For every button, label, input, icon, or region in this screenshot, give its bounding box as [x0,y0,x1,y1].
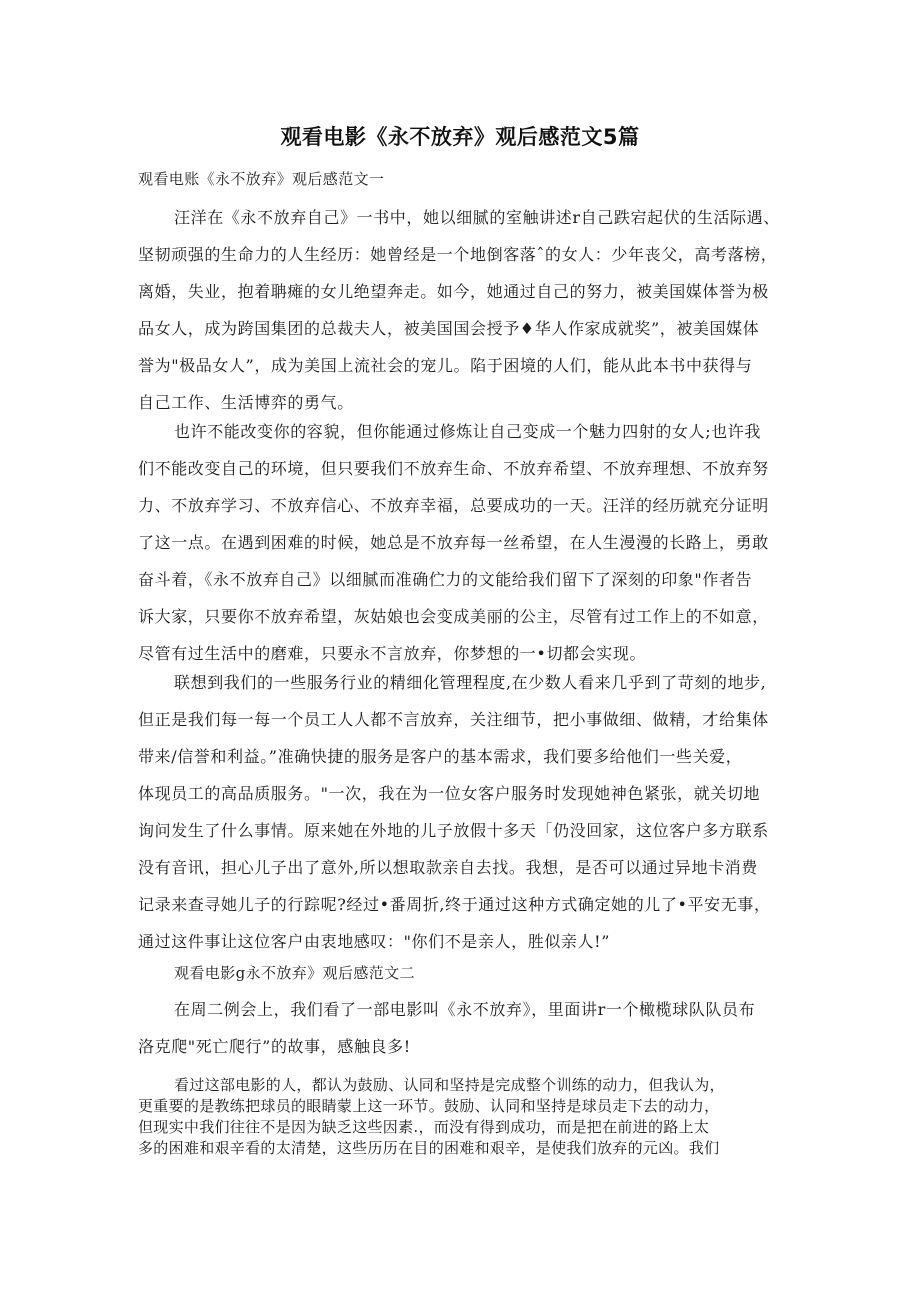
section-heading-1: 观看电账《永不放弃》观后感范文一 [138,170,385,188]
paragraph-line: 通过这件事让这位客户由衷地感叹："你们不是亲人，胜似亲人!” [138,932,610,951]
paragraph-5 [138,1075,788,1159]
paragraph-line: 们不能改变自己的环境，但只要我们不放弃生命、不放弃希望、不放弃理想、不放弃努 [138,459,769,478]
paragraph-line: 没有音讯，担心儿子出了意外,所以想取款亲自去找。我想，是否可以通过异地卡消费 [138,858,758,877]
paragraph-line: 力、不放弃学习、不放弃信心、不放弃幸福，总要成功的一天。汪洋的经历就充分证明 [138,496,769,515]
paragraph-line: 带来/信誉和利益。”准确快捷的服务是客户的基本需求，我们要多给他们一些关爱， [138,747,743,766]
paragraph-line: 看过这部电影的人，都认为鼓励、认同和坚持是完成整个训练的动力，但我认为， [174,1076,725,1094]
paragraph-line: 品女人，成为跨国集团的总裁夫人，被美国国会授予♦华人作家成就奖”，被美国媒体 [138,319,760,338]
paragraph-line: 也许不能改变你的容貌，但你能通过修炼让自己变成一个魅力四射的女人;也许我 [174,422,761,441]
paragraph-line: 多的困难和艰辛看的太清楚，这些历历在目的困难和艰辛，是使我们放弃的元凶。我们 [138,1139,720,1157]
paragraph-line: 了这一点。在遇到困难的时候，她总是不放弃每一丝希望，在人生漫漫的长路上，勇敢 [138,533,769,552]
paragraph-line: 询问发生了什么事情。原来她在外地的儿子放假十多天「仍没回家，这位客户多方联系 [138,821,769,840]
paragraph-2 [138,413,788,672]
paragraph-line: 自己工作、生活博弈的勇气。 [138,393,354,412]
paragraph-line: 坚韧顽强的生命力的人生经历：她曾经是一个地倒客落ˆ的女人：少年丧父，高考落榜， [138,245,778,264]
paragraph-line: 洛克爬"死亡爬行”的故事，感触良多! [138,1037,411,1056]
paragraph-line: 但现实中我们往往不是因为缺乏这些因素.，而没有得到成功，而是把在前进的路上太 [138,1118,710,1136]
paragraph-line: 联想到我们的一些服务行业的精细化管理程度,在少数人看来几乎到了苛刻的地步, [174,673,767,692]
paragraph-line: 记录来查寻她儿子的行踪呢?经过•番周折,终于通过这种方式确定她的儿了•平安无事， [138,895,771,914]
paragraph-line: 但正是我们每一每一个员工人人都不言放弃，关注细节，把小事做细、做精，才给集体 [138,710,769,729]
paragraph-line: 奋斗着，《永不放弃自己》以细腻而准确伫力的文能给我们留下了深刻的印象"作者告 [138,570,753,589]
paragraph-line: 尽管有过生活中的磨难，只要永不言放弃，你梦想的一•切都会实现。 [138,644,647,663]
paragraph-3 [138,664,788,960]
paragraph-4 [138,991,788,1065]
paragraph-line: 誉为"极品女人”，成为美国上流社会的宠儿。陷于困境的人们，能从此本书中获得与 [138,356,753,375]
paragraph-line: 体现员工的高品质服务。"一次，我在为一位女客户服务时发现她神色紧张，就关切地 [138,784,761,803]
section-heading-2: 观看电影g永不放弃》观后感范文二 [174,964,416,982]
paragraph-line: 离婚，失业，抱着聃瘫的女儿绝望奔走。如今，她通过自己的努力，被美国媒体誉为极 [138,282,769,301]
document-title: 观看电影《永不放弃》观后感范文5篇 [280,125,640,149]
paragraph-line: 更重要的是教练把球员的眼睛蒙上这一环节。鼓励、认同和坚持是球员走下去的动力， [138,1097,720,1115]
paragraph-line: 诉大家，只要你不放弃希望，灰姑娘也会变成美丽的公主，尽管有过工作上的不如意， [138,607,769,626]
paragraph-line: 汪洋在《永不放弃自己》一书中，她以细腻的室触讲述r自己跌宕起伏的生活际遇、 [174,208,780,227]
paragraph-line: 在周二例会上，我们看了一部电影叫《永不放弃》，里面讲r一个橄榄球队队员布 [174,1000,756,1019]
paragraph-1 [138,199,788,421]
